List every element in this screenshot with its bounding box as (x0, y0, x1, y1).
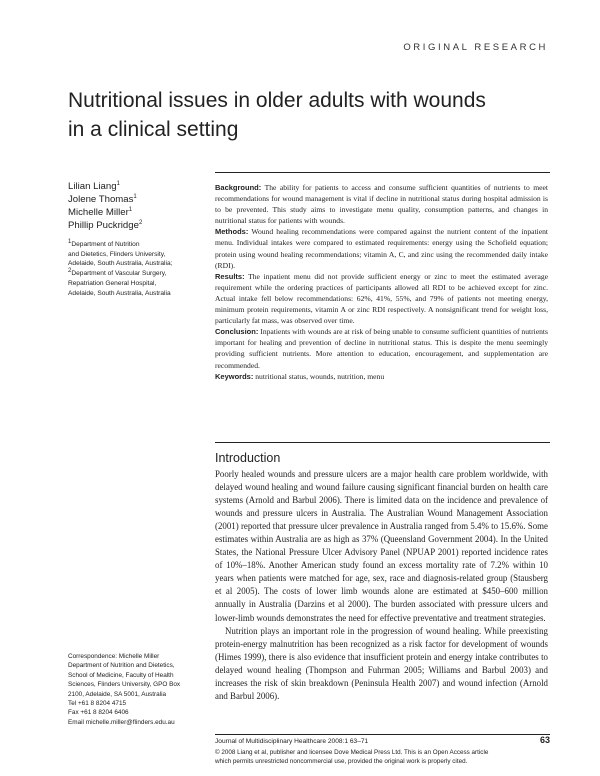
abstract-top-rule (215, 172, 550, 173)
author-list (68, 180, 203, 232)
abstract-conclusion: Conclusion: Inpatients with wounds are at risk of being unable to consume sufficient quantities of nutrients important for healing and prevention of decline in nutritional status. This is despite the menu seemingly providing sufficient nutrients. More attention to education, encouragement, and supplementation are recommended. (215, 327, 548, 370)
section-label: ORIGINAL RESEARCH (403, 42, 548, 53)
affiliation-2: $^2$Department of Vascular Surgery, Repatriation General Hospital, Adelaide, South Australia, Australia (68, 267, 171, 297)
author: Jolene Thomas$^1$ (68, 193, 137, 205)
author: Lilian Liang$^1$ (68, 180, 120, 192)
abstract-results: Results: The inpatient menu did not provide sufficient energy or zinc to meet the estimated average requirement while the ordering practices of participants allowed all RDI to be achieved except for zinc. Actual intake fell below recommendations: 62%, 41%, 55%, and 79% of patients not meeting energy, minimum protein requirements, vitamin A or zinc RDI respectively. A nonsignificant trend for weight loss, particularly fat mass, was observed over time. (215, 271, 548, 326)
correspondence: Correspondence: Michelle Miller Department of Nutrition and Dietetics, School of Medicine, Faculty of Health Sciences, Flinders University, GPO Box 2100, Adelaide, SA 5001, Australia Tel +61 8 8204 4715 Fax +61 8 8204 6406 Email michelle.miller@flinders.edu.au (68, 652, 208, 727)
affiliation-1: $^1$Department of Nutrition and Dietetics, Flinders University, Adelaide, South Australia, Australia; (68, 238, 173, 268)
title-line-2: in a clinical setting (68, 118, 239, 141)
page-number: 63 (539, 735, 550, 745)
abstract-bottom-rule (215, 442, 550, 443)
affiliations (68, 240, 208, 298)
correspondence-email[interactable]: Email michelle.miller@flinders.edu.au (68, 718, 175, 726)
abstract-methods: Methods: Wound healing recommendations were compared against the nutrient content of the inpatient menu. Individual intakes were compared to estimated requirements: energy using the Schofield equation; protein using wound healing recommendations; vitamin A, C, and zinc using the recommended daily intake (RDI). (215, 227, 548, 270)
introduction-body (215, 468, 548, 703)
journal-citation: Journal of Multidisciplinary Healthcare 2008:1 63–71 (215, 738, 369, 745)
body-paragraph-1: Poorly healed wounds and pressure ulcers are a major health care problem worldwide, with delayed wound healing and wound failure causing significant financial burden on health care systems (Arnold and Barbul 2006). There is limited data on the incidence and prevalence of wounds and pressure ulcers in Australia. The Australian Wound Management Association (2001) reported that pressure ulcer prevalence in Australia ranged from 5.4% to 15.6%. Some estimates within Australia are as high as 37% (Queensland Government 2004). In the United States, the National Pressure Ulcer Advisory Panel (NPUAP 2001) reported incidence rates of 10%–18%. Another American study found an excess mortality rate of 7.2% within 10 years when patients were matched for age, sex, race and diagnosis-related group (Stausberg et al 2005). The costs of lower limb wounds alone are estimated at $450–600 million annually in Australia (Darzins et al 2000). The burden associated with pressure ulcers and lower-limb wounds demonstrates the need for effective preventative and treatment strategies. (215, 469, 548, 623)
abstract-background: Background: The ability for patients to access and consume sufficient quantities of nutrients to meet recommendations for wound management is vital if decline in nutritional status during hospital admission is to be prevented. This study aims to investigate menu quality, consumption patterns, and changes in nutritional status for patients with wounds. (215, 183, 548, 226)
abstract (215, 182, 548, 382)
body-paragraph-2: Nutrition plays an important role in the progression of wound healing. While preexisting protein-energy malnutrition has been recognized as a risk factor for development of wounds (Himes 1999), there is also evidence that insufficient protein and energy intake contributes to delayed wound healing (Thompson and Fuhrman 2005; Williams and Barbul 2003) and increases the risk of skin breakdown (Peninsula Health 2007) and wound infection (Arnold and Barbul 2006). (215, 625, 548, 701)
title-line-1: Nutritional issues in older adults with wounds (68, 89, 486, 112)
author: Phillip Puckridge$^2$ (68, 219, 143, 231)
copyright-notice: © 2008 Liang et al, publisher and licensee Dove Medical Press Ltd. This is an Open Access article which permits unrestricted noncommercial use, provided the original work is properly cited. (215, 749, 489, 765)
author: Michelle Miller$^1$ (68, 206, 133, 218)
abstract-keywords: Keywords: nutritional status, wounds, nutrition, menu (215, 371, 385, 381)
footer-rule (215, 734, 550, 735)
article-title (68, 86, 538, 144)
introduction-heading: Introduction (215, 451, 281, 465)
